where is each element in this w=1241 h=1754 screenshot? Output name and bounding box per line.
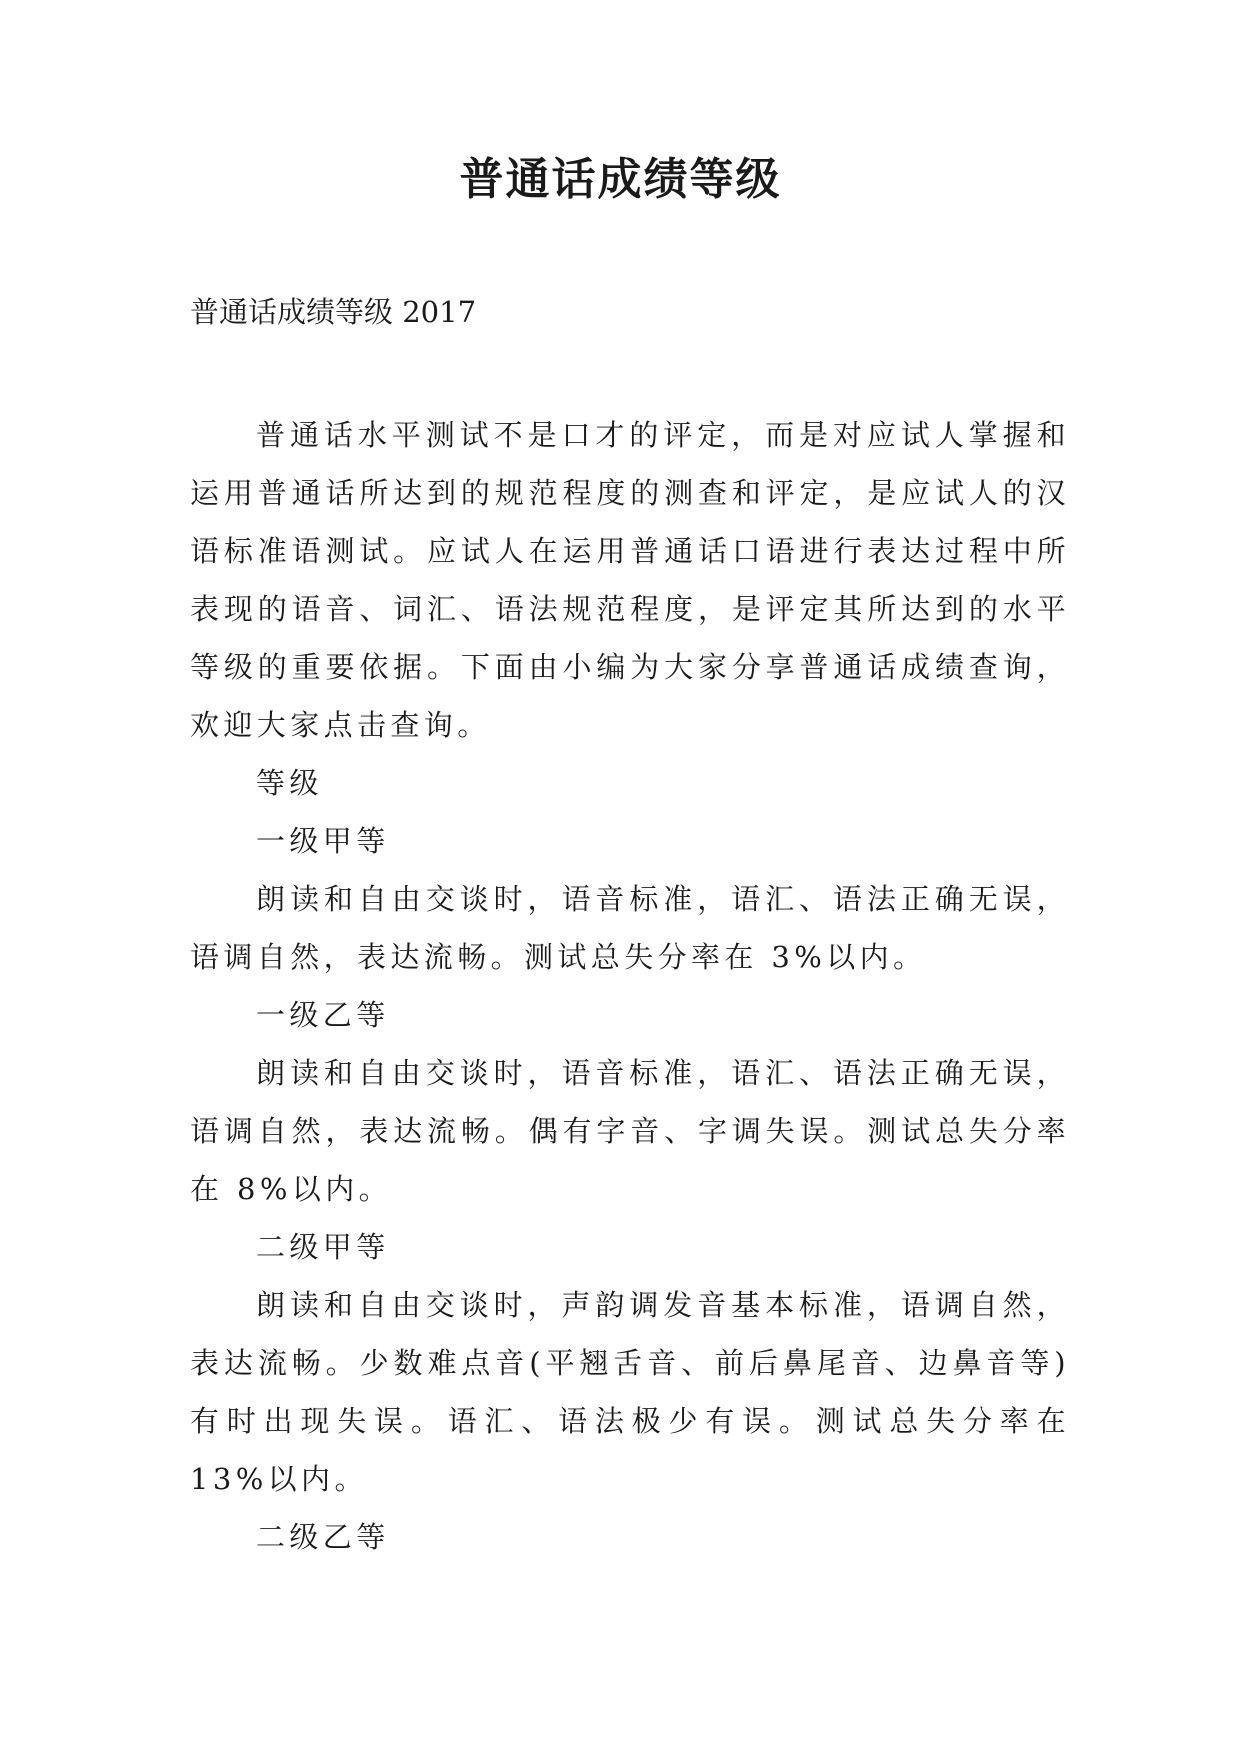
document-title: 普通话成绩等级 — [459, 154, 782, 205]
level-heading: 一级甲等 — [256, 824, 390, 858]
document-body — [190, 406, 1070, 1566]
level-description: 朗读和自由交谈时，语音标准，语汇、语法正确无误，语调自然，表达流畅。测试总失分率在 3%以内。 — [190, 882, 1070, 974]
intro-paragraph: 普通话水平测试不是口才的评定，而是对应试人掌握和运用普通话所达到的规范程度的测查和评定，是应试人的汉语标准语测试。应试人在运用普通话口语进行表达过程中所表现的语音、词汇、语法规范程度，是评定其所达到的水平等级的重要依据。下面由小编为大家分享普通话成绩查询，欢迎大家点击查询。 — [190, 418, 1070, 742]
level-heading: 二级乙等 — [256, 1520, 390, 1554]
level-description: 朗读和自由交谈时，语音标准，语汇、语法正确无误，语调自然，表达流畅。偶有字音、字调失误。测试总失分率在 8%以内。 — [190, 1056, 1070, 1206]
level-heading: 一级乙等 — [256, 998, 390, 1032]
level-description: 朗读和自由交谈时，声韵调发音基本标准，语调自然，表达流畅。少数难点音(平翘舌音、前后鼻尾音、边鼻音等)有时出现失误。语汇、语法极少有误。测试总失分率在 13%以内。 — [190, 1288, 1070, 1496]
document-subtitle: 普通话成绩等级 2017 — [190, 295, 477, 329]
level-heading: 二级甲等 — [256, 1230, 390, 1264]
section-heading: 等级 — [256, 766, 323, 800]
